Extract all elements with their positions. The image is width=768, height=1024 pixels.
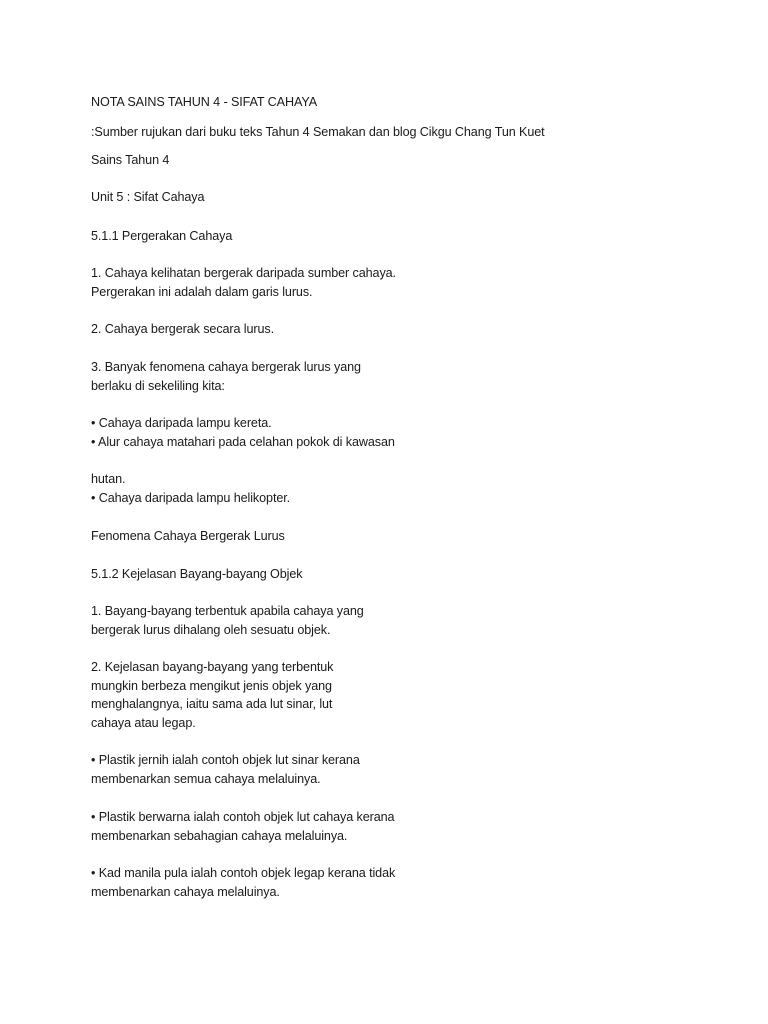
- paragraph-line: berlaku di sekeliling kita:: [91, 379, 225, 393]
- paragraph-line: 3. Banyak fenomena cahaya bergerak lurus yang: [91, 360, 361, 374]
- subject-heading: Sains Tahun 4: [91, 153, 170, 167]
- caption-line: Fenomena Cahaya Bergerak Lurus: [91, 529, 285, 543]
- bullet-item: • Alur cahaya matahari pada celahan pokok di kawasan: [91, 435, 395, 449]
- paragraph-line: hutan.: [91, 472, 126, 486]
- paragraph-line: 2. Kejelasan bayang-bayang yang terbentuk: [91, 660, 334, 674]
- paragraph-line: mungkin berbeza mengikut jenis objek yang: [91, 679, 332, 693]
- section-heading: 5.1.2 Kejelasan Bayang-bayang Objek: [91, 567, 303, 581]
- bullet-item: • Cahaya daripada lampu helikopter.: [91, 491, 291, 505]
- paragraph-line: membenarkan sebahagian cahaya melaluinya.: [91, 829, 348, 843]
- paragraph-line: Pergerakan ini adalah dalam garis lurus.: [91, 285, 313, 299]
- bullet-item: • Plastik jernih ialah contoh objek lut sinar kerana: [91, 753, 360, 767]
- bullet-item: • Cahaya daripada lampu kereta.: [91, 416, 272, 430]
- paragraph-line: 1. Bayang-bayang terbentuk apabila cahaya yang: [91, 604, 364, 618]
- paragraph-line: membenarkan cahaya melaluinya.: [91, 885, 280, 899]
- document-title: NOTA SAINS TAHUN 4 - SIFAT CAHAYA: [91, 95, 317, 109]
- paragraph-line: 1. Cahaya kelihatan bergerak daripada sumber cahaya.: [91, 266, 396, 280]
- bullet-item: • Plastik berwarna ialah contoh objek lut cahaya kerana: [91, 810, 395, 824]
- paragraph-line: menghalangnya, iaitu sama ada lut sinar, lut: [91, 697, 333, 711]
- bullet-item: • Kad manila pula ialah contoh objek legap kerana tidak: [91, 866, 396, 880]
- source-note: :Sumber rujukan dari buku teks Tahun 4 Semakan dan blog Cikgu Chang Tun Kuet: [91, 125, 545, 139]
- paragraph-line: bergerak lurus dihalang oleh sesuatu objek.: [91, 623, 331, 637]
- unit-heading: Unit 5 : Sifat Cahaya: [91, 190, 205, 204]
- paragraph-line: cahaya atau legap.: [91, 716, 196, 730]
- paragraph-line: 2. Cahaya bergerak secara lurus.: [91, 322, 275, 336]
- section-heading: 5.1.1 Pergerakan Cahaya: [91, 229, 233, 243]
- paragraph-line: membenarkan semua cahaya melaluinya.: [91, 772, 321, 786]
